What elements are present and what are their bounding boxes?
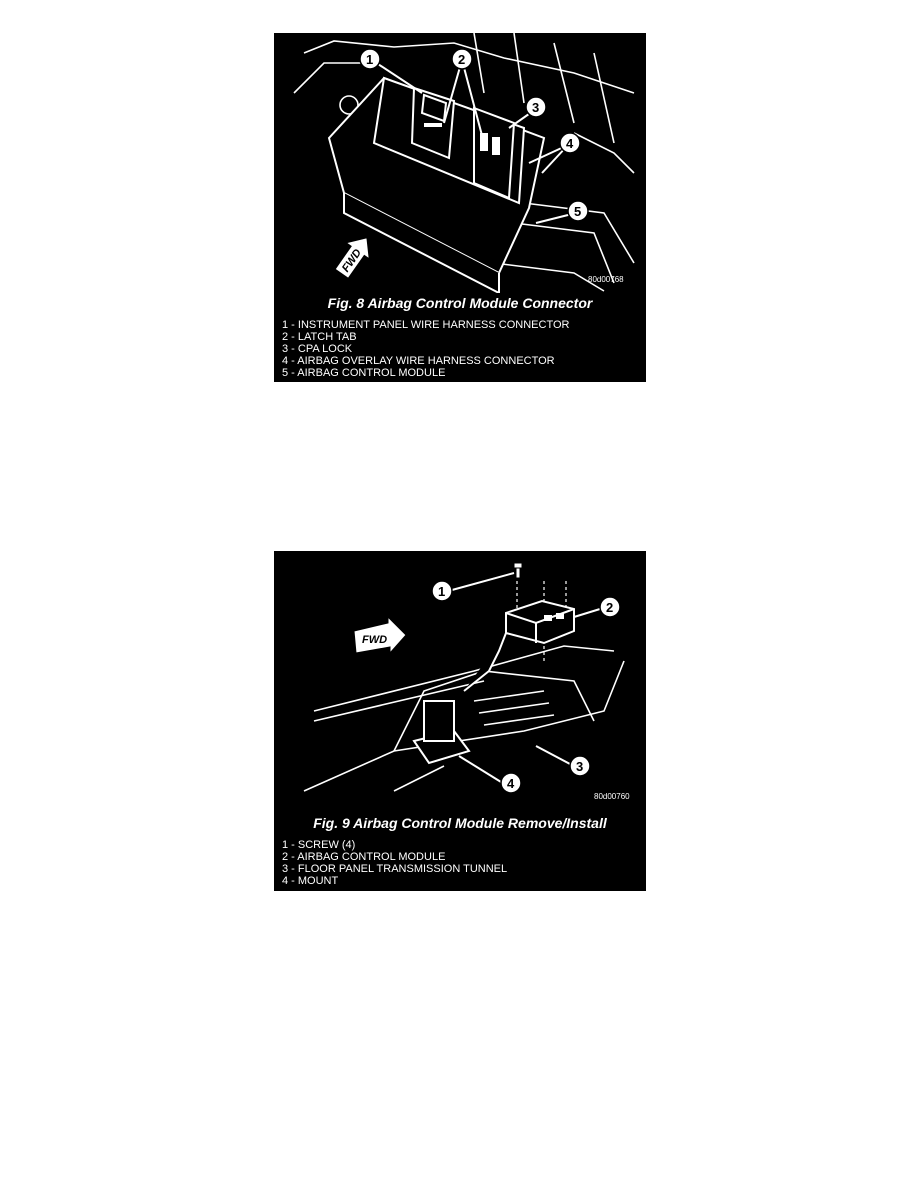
figure-8 (274, 33, 646, 382)
fwd-label: FWD (339, 247, 365, 275)
legend-item: 5 - AIRBAG CONTROL MODULE (282, 367, 446, 379)
svg-text:3: 3 (576, 759, 584, 774)
legend-item: 3 - CPA LOCK (282, 343, 353, 355)
callout-4 (560, 133, 580, 153)
figure-9-illustration (274, 551, 646, 801)
svg-text:1: 1 (438, 584, 446, 599)
legend-item: 4 - MOUNT (282, 875, 339, 887)
callout-2 (452, 49, 472, 69)
svg-text:3: 3 (532, 100, 540, 115)
legend-item: 2 - AIRBAG CONTROL MODULE (282, 851, 446, 863)
figure-8-image-code: 80d00768 (588, 275, 624, 284)
callout-2 (600, 597, 620, 617)
legend-item: 2 - LATCH TAB (282, 331, 357, 343)
fwd-label: FWD (362, 634, 388, 646)
figure-9 (274, 551, 646, 891)
callout-3 (526, 97, 546, 117)
svg-text:5: 5 (574, 204, 582, 219)
legend-item: 3 - FLOOR PANEL TRANSMISSION TUNNEL (282, 863, 508, 875)
svg-text:1: 1 (366, 52, 374, 67)
figure-8-caption: Fig. 8 Airbag Control Module Connector (327, 295, 593, 311)
figure-9-legend (282, 839, 507, 887)
callout-5 (568, 201, 588, 221)
svg-text:4: 4 (566, 136, 574, 151)
figure-8-illustration (274, 33, 646, 293)
callout-1 (360, 49, 380, 69)
figure-9-caption: Fig. 9 Airbag Control Module Remove/Install (313, 815, 607, 831)
svg-text:2: 2 (606, 600, 614, 615)
legend-item: 1 - INSTRUMENT PANEL WIRE HARNESS CONNECTOR (282, 319, 570, 331)
legend-item: 1 - SCREW (4) (282, 839, 356, 851)
callout-4 (501, 773, 521, 793)
callout-1 (432, 581, 452, 601)
svg-text:2: 2 (458, 52, 466, 67)
callout-3 (570, 756, 590, 776)
legend-item: 4 - AIRBAG OVERLAY WIRE HARNESS CONNECTOR (282, 355, 555, 367)
figure-9-image-code: 80d00760 (594, 792, 630, 801)
figure-8-legend (282, 319, 569, 379)
svg-text:4: 4 (507, 776, 515, 791)
